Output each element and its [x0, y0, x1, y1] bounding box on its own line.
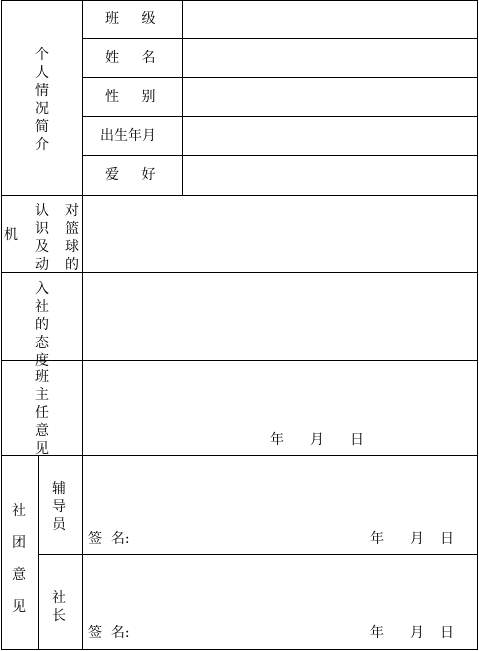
field-value-birth[interactable] — [184, 118, 476, 154]
president-heading: 社长 — [52, 590, 66, 624]
advisor-date-month: 月 — [410, 531, 424, 547]
rule-attitude-end — [1, 360, 478, 361]
rule-teacher-end — [1, 455, 478, 456]
field-label-gender: 性 别 — [105, 89, 156, 105]
rule-club-sub-col-b — [82, 455, 83, 650]
president-date-day: 日 — [440, 625, 454, 641]
field-value-class[interactable] — [184, 1, 476, 37]
field-label-hobby: 爱 好 — [105, 167, 156, 183]
motivation-heading-col3: 机 — [4, 227, 18, 243]
rule-club-sub-col-a — [38, 455, 39, 650]
club-heading: 社团意见 — [12, 503, 26, 615]
attitude-heading: 入社的态度 — [35, 281, 49, 369]
rule-right — [477, 0, 478, 650]
rule-personal-end — [1, 195, 478, 196]
rule-row4 — [82, 155, 478, 156]
advisor-date-day: 日 — [440, 531, 454, 547]
rule-row3 — [82, 116, 478, 117]
teacher-heading: 班主任意见 — [35, 369, 49, 457]
rule-bottom — [1, 649, 478, 650]
advisor-sign-label: 签 名: — [88, 531, 130, 547]
president-date-month: 月 — [410, 625, 424, 641]
motivation-heading-col1: 对篮球的 — [65, 203, 79, 273]
rule-left — [1, 0, 2, 650]
rule-heading-col — [82, 0, 83, 456]
teacher-date-day: 日 — [350, 432, 364, 448]
field-label-name: 姓 名 — [105, 50, 156, 66]
field-value-hobby[interactable] — [184, 157, 476, 194]
advisor-date-year: 年 — [370, 531, 384, 547]
rule-advisor-end — [38, 554, 478, 555]
motivation-value[interactable] — [84, 197, 476, 271]
rule-label-col — [182, 0, 183, 196]
field-value-gender[interactable] — [184, 79, 476, 115]
field-label-birth: 出生年月 — [100, 128, 156, 144]
rule-row2 — [82, 77, 478, 78]
rule-row1 — [82, 38, 478, 39]
president-date-year: 年 — [370, 625, 384, 641]
motivation-heading-col2: 认识及动 — [35, 203, 49, 273]
field-label-class: 班 级 — [105, 11, 156, 27]
president-sign-label: 签 名: — [88, 625, 130, 641]
attitude-value[interactable] — [84, 274, 476, 359]
teacher-date-year: 年 — [270, 432, 284, 448]
advisor-heading: 辅导员 — [52, 481, 66, 533]
field-value-name[interactable] — [184, 40, 476, 76]
teacher-date-month: 月 — [310, 432, 324, 448]
personal-heading: 个人情况简介 — [35, 47, 49, 153]
